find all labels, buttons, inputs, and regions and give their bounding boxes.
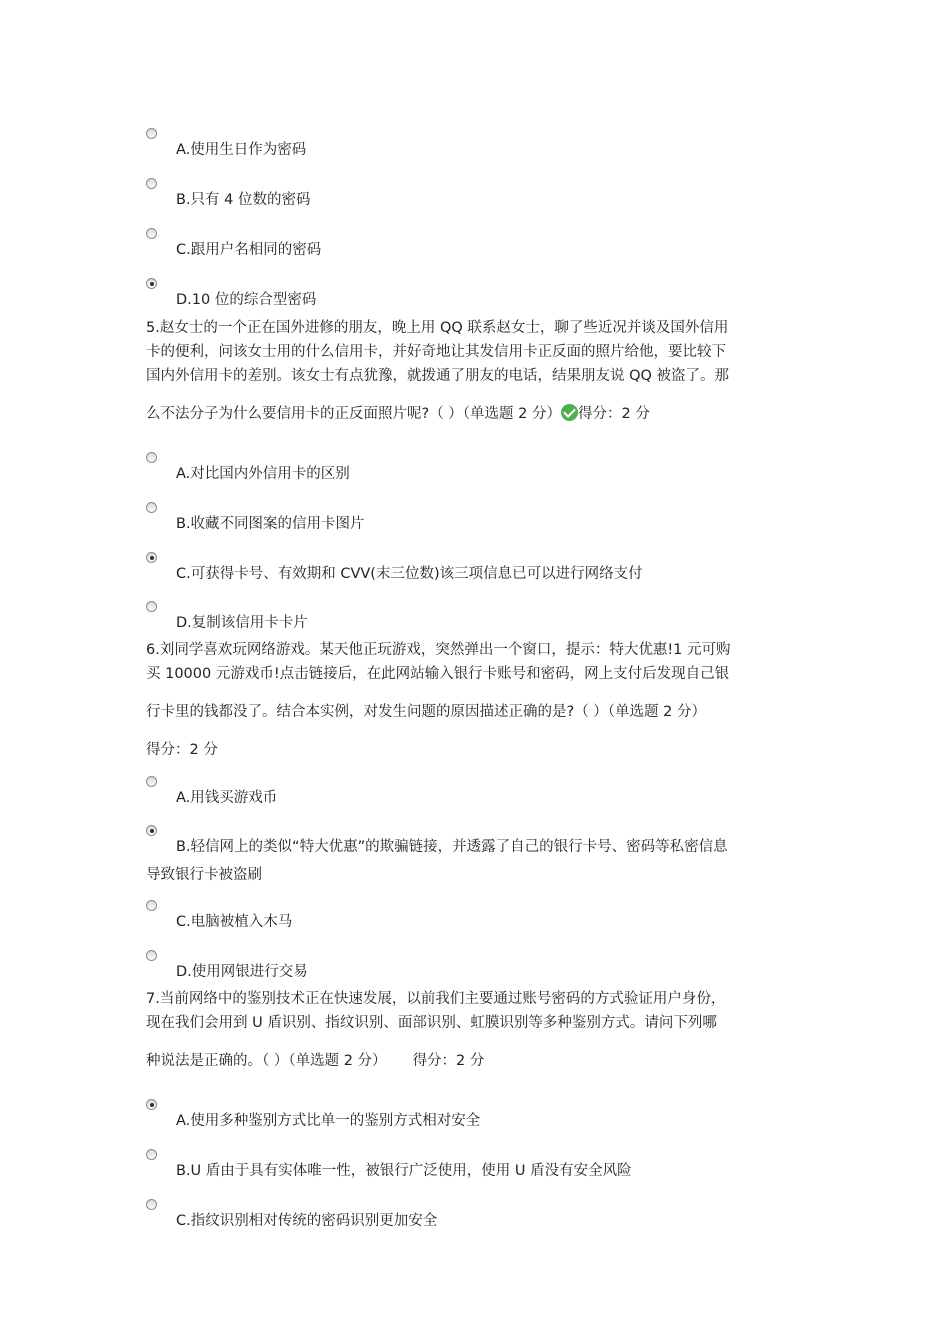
question-prompt: 种说法是正确的。（ ）（单选题 2 分）	[146, 1053, 387, 1069]
radio-button[interactable]	[146, 1149, 157, 1160]
check-icon	[561, 404, 578, 421]
radio-button[interactable]	[146, 502, 157, 513]
score: 得分：2 分	[578, 406, 650, 422]
question-6	[146, 638, 810, 762]
question-text-last	[146, 1049, 810, 1073]
radio-button[interactable]	[146, 452, 157, 463]
question-text: 买 10000 元游戏币!点击链接后，在此网站输入银行卡账号和密码，网上支付后发现自己银	[146, 666, 730, 682]
radio-button[interactable]	[146, 178, 157, 189]
question-text: 国内外信用卡的差别。该女士有点犹豫，就拨通了朋友的电话，结果朋友说 QQ 被盗了。那	[146, 368, 730, 384]
option-label: B.收藏不同图案的信用卡图片	[176, 516, 365, 532]
question-text: 5.赵女士的一个正在国外进修的朋友，晚上用 QQ 联系赵女士，聊了些近况并谈及国外信用	[146, 320, 729, 336]
radio-button[interactable]	[146, 601, 157, 612]
question-text: 现在我们会用到 U 盾识别、指纹识别、面部识别、虹膜识别等多种鉴别方式。请问下列哪	[146, 1015, 717, 1031]
score: 得分：2 分	[412, 1053, 485, 1069]
score: 得分：2 分	[146, 742, 218, 758]
question-text: 卡的便利，问该女士用的什么信用卡，并好奇地让其发信用卡正反面的照片给他，要比较下	[146, 344, 726, 360]
question-text: 7.当前网络中的鉴别技术正在快速发展，以前我们主要通过账号密码的方式验证用户身份，	[146, 991, 726, 1007]
option-label-continued: 导致银行卡被盗刷	[146, 867, 262, 883]
option-label: D.复制该信用卡卡片	[176, 615, 308, 631]
radio-button[interactable]	[146, 1199, 157, 1210]
radio-button[interactable]	[146, 950, 157, 961]
question-7	[146, 987, 810, 1073]
option-label: B.轻信网上的类似“特大优惠”的欺骗链接，并透露了自己的银行卡号、密码等私密信息	[176, 839, 728, 855]
option-label: B.U 盾由于具有实体唯一性，被银行广泛使用，使用 U 盾没有安全风险	[176, 1163, 632, 1179]
option-label: A.使用多种鉴别方式比单一的鉴别方式相对安全	[176, 1113, 481, 1129]
radio-button-selected[interactable]	[146, 278, 157, 289]
option-label: C.跟用户名相同的密码	[176, 242, 322, 258]
radio-button-selected[interactable]	[146, 825, 157, 836]
radio-button[interactable]	[146, 128, 157, 139]
question-text-last: 行卡里的钱都没了。结合本实例，对发生问题的原因描述正确的是?（ ）（单选题 2 分）	[146, 704, 706, 720]
question-5	[146, 316, 810, 426]
option-label: C.可获得卡号、有效期和 CVV(末三位数)该三项信息已可以进行网络支付	[176, 566, 643, 582]
question-text: 6.刘同学喜欢玩网络游戏。某天他正玩游戏，突然弹出一个窗口，提示：特大优惠!1 元可购	[146, 642, 731, 658]
option-label: D.使用网银进行交易	[176, 964, 308, 980]
radio-button-selected[interactable]	[146, 552, 157, 563]
option-label: C.电脑被植入木马	[176, 914, 293, 930]
question-text-last	[146, 402, 810, 426]
radio-button-selected[interactable]	[146, 1099, 157, 1110]
option-label: A.使用生日作为密码	[176, 142, 307, 158]
option-label: A.对比国内外信用卡的区别	[176, 466, 350, 482]
option-label: C.指纹识别相对传统的密码识别更加安全	[176, 1213, 438, 1229]
option-label: B.只有 4 位数的密码	[176, 192, 311, 208]
radio-button[interactable]	[146, 228, 157, 239]
radio-button[interactable]	[146, 900, 157, 911]
option-label: D.10 位的综合型密码	[176, 292, 317, 308]
option-label: A.用钱买游戏币	[176, 790, 278, 806]
question-prompt: 么不法分子为什么要信用卡的正反面照片呢?（ ）（单选题 2 分）	[146, 406, 561, 422]
radio-button[interactable]	[146, 776, 157, 787]
